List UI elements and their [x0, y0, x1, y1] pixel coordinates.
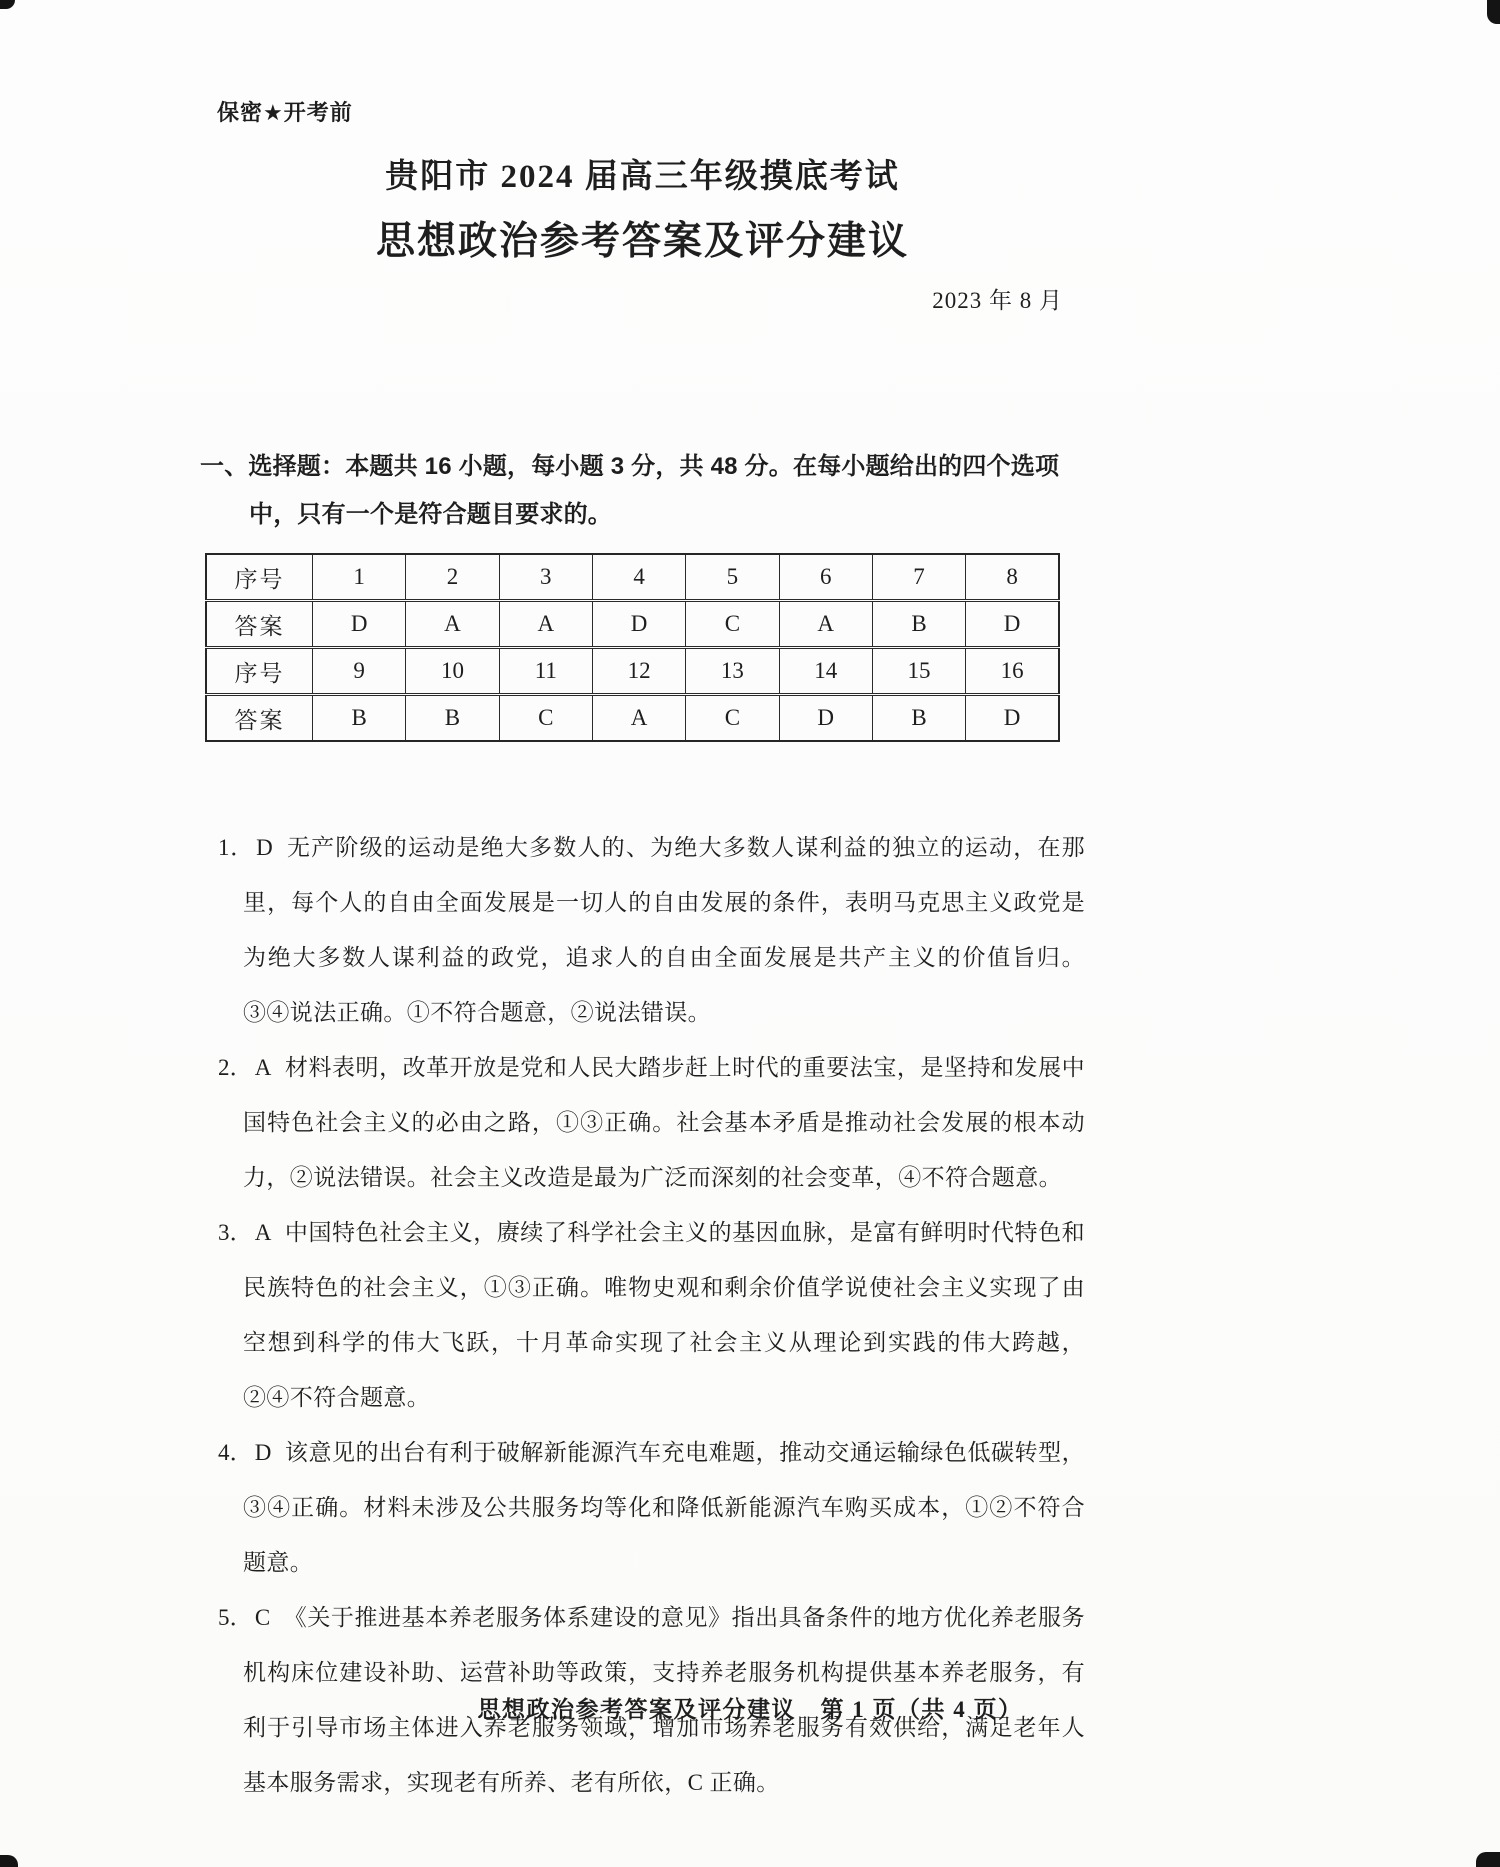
table-cell: 8: [966, 554, 1059, 601]
item-answer-letter: A: [254, 1055, 272, 1080]
item-number: 2．: [218, 1055, 253, 1080]
table-cell: 5: [686, 554, 779, 601]
table-cell: 9: [313, 648, 406, 695]
table-cell: D: [779, 695, 872, 742]
explanation-item-2: [218, 1040, 1085, 1205]
table-cell: D: [966, 695, 1059, 742]
explanation-item-3: [218, 1205, 1085, 1425]
table-cell: 10: [406, 648, 499, 695]
answer-table: [205, 553, 1060, 742]
row-header: 答案: [206, 695, 313, 742]
row-header: 序号: [206, 648, 313, 695]
item-answer-letter: D: [256, 835, 274, 860]
item-explanation-text: 《关于推进基本养老服务体系建设的意见》指出具备条件的地方优化养老服务机构床位建设补助、运营补助等政策，支持养老服务机构提供基本养老服务，有利于引导市场主体进入养老服务领域，增加市场养老服务有效供给，满足老年人基本服务需求，实现老有所养、老有所依，C 正确。: [243, 1605, 1085, 1795]
table-row-numbers-9-16: [206, 648, 1059, 695]
table-cell: D: [313, 601, 406, 648]
scan-corner-artifact: [1487, 0, 1500, 24]
explanation-item-1: [218, 820, 1085, 1040]
table-cell: 16: [966, 648, 1059, 695]
scan-corner-artifact: [1476, 1852, 1500, 1867]
table-cell: A: [499, 601, 592, 648]
table-cell: 11: [499, 648, 592, 695]
item-explanation-text: 中国特色社会主义，赓续了科学社会主义的基因血脉，是富有鲜明时代特色和民族特色的社会主义，①③正确。唯物史观和剩余价值学说使社会主义实现了由空想到科学的伟大飞跃，十月革命实现了社会主义从理论到实践的伟大跨越，②④不符合题意。: [243, 1220, 1086, 1410]
table-cell: 6: [779, 554, 872, 601]
item-explanation-text: 材料表明，改革开放是党和人民大踏步赶上时代的重要法宝，是坚持和发展中国特色社会主义的必由之路，①③正确。社会基本矛盾是推动社会发展的根本动力，②说法错误。社会主义改造是最为广泛而深刻的社会变革，④不符合题意。: [243, 1055, 1086, 1190]
item-explanation-text: 无产阶级的运动是绝大多数人的、为绝大多数人谋利益的独立的运动，在那里，每个人的自由全面发展是一切人的自由发展的条件，表明马克思主义政党是为绝大多数人谋利益的政党，追求人的自由全面发展是共产主义的价值旨归。③④说法正确。①不符合题意，②说法错误。: [243, 835, 1086, 1025]
item-number: 4．: [218, 1440, 253, 1465]
table-cell: 7: [872, 554, 965, 601]
item-number: 3．: [218, 1220, 253, 1245]
exam-date: 2023 年 8 月: [932, 288, 1063, 313]
explanation-item-4: [218, 1425, 1085, 1590]
item-answer-letter: C: [254, 1605, 271, 1630]
row-header: 序号: [206, 554, 313, 601]
table-cell: 14: [779, 648, 872, 695]
answer-key-title: 思想政治参考答案及评分建议: [375, 220, 909, 263]
table-cell: A: [406, 601, 499, 648]
table-cell: 1: [313, 554, 406, 601]
answer-explanations: [200, 820, 1085, 1810]
section-1-heading: 一、选择题：本题共 16 小题，每小题 3 分，共 48 分。在每小题给出的四个选项中，只有一个是符合题目要求的。: [200, 453, 1060, 528]
item-explanation-text: 该意见的出台有利于破解新能源汽车充电难题，推动交通运输绿色低碳转型，③④正确。材料未涉及公共服务均等化和降低新能源汽车购买成本，①②不符合题意。: [243, 1440, 1086, 1575]
secrecy-notice: 保密★开考前: [217, 100, 353, 125]
item-number: 1．: [218, 835, 255, 860]
table-cell: 4: [592, 554, 685, 601]
item-number: 5．: [218, 1605, 253, 1630]
table-cell: B: [872, 601, 965, 648]
table-cell: A: [779, 601, 872, 648]
table-cell: C: [686, 695, 779, 742]
table-cell: C: [499, 695, 592, 742]
item-answer-letter: D: [254, 1440, 272, 1465]
table-cell: 15: [872, 648, 965, 695]
table-row-answers-9-16: [206, 695, 1059, 742]
scan-corner-artifact: [0, 1855, 18, 1867]
table-row-numbers-1-8: [206, 554, 1059, 601]
table-cell: B: [872, 695, 965, 742]
row-header: 答案: [206, 601, 313, 648]
table-cell: D: [592, 601, 685, 648]
table-cell: 12: [592, 648, 685, 695]
table-cell: 13: [686, 648, 779, 695]
table-cell: 2: [406, 554, 499, 601]
item-answer-letter: A: [254, 1220, 272, 1245]
table-cell: B: [406, 695, 499, 742]
page-footer: 思想政治参考答案及评分建议 第 1 页（共 4 页）: [477, 1697, 1023, 1722]
exam-title: 贵阳市 2024 届高三年级摸底考试: [385, 159, 900, 195]
table-cell: A: [592, 695, 685, 742]
table-cell: 3: [499, 554, 592, 601]
table-cell: B: [313, 695, 406, 742]
table-row-answers-1-8: [206, 601, 1059, 648]
table-cell: D: [966, 601, 1059, 648]
table-cell: C: [686, 601, 779, 648]
